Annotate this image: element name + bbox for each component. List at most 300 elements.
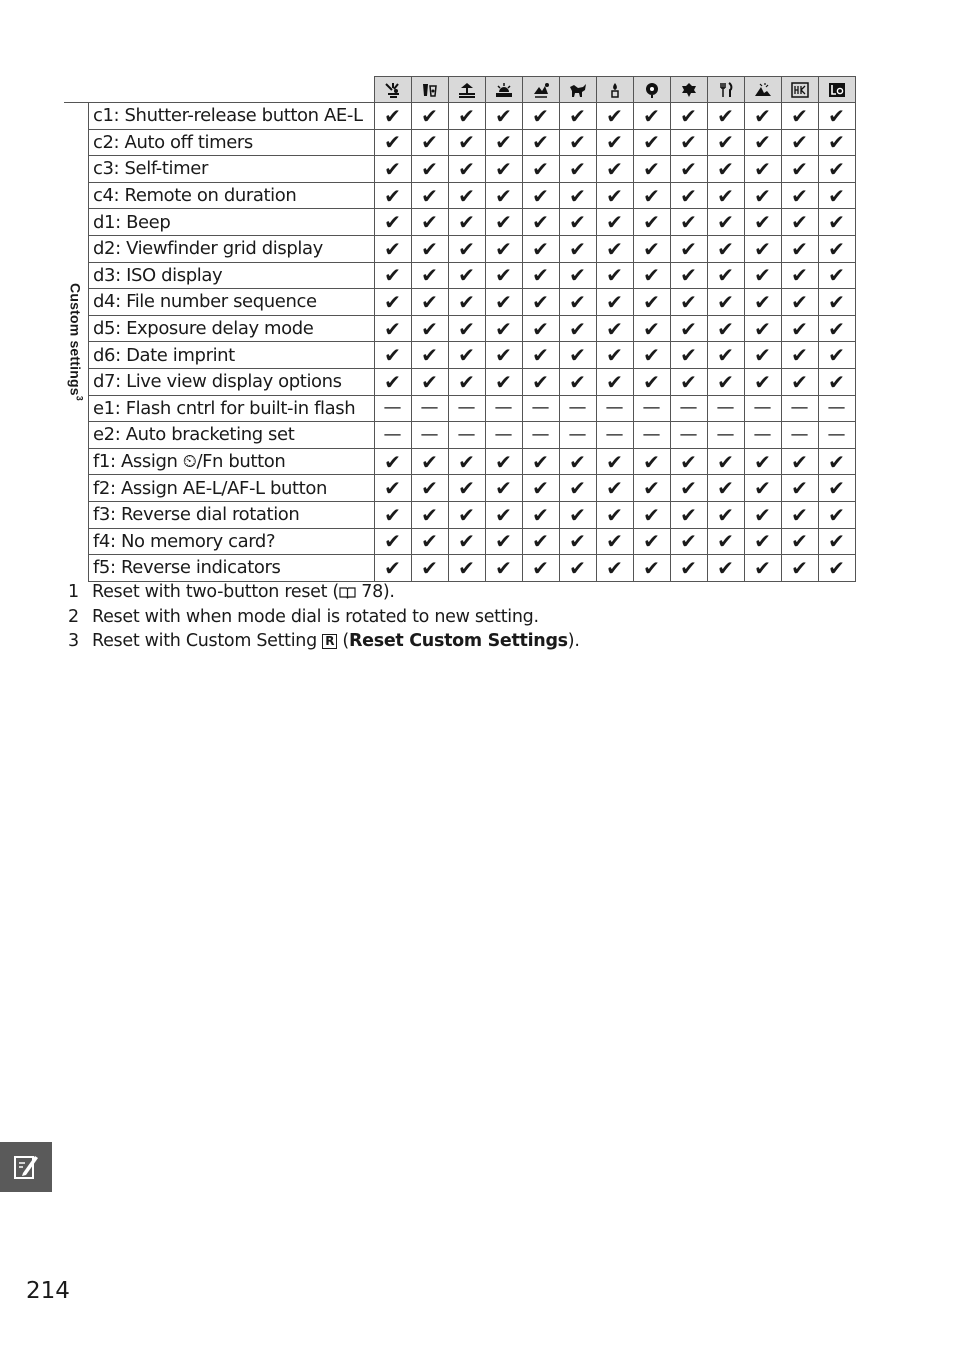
checkmark-icon: ✔ xyxy=(707,129,744,156)
checkmark-icon: ✔ xyxy=(485,475,522,502)
checkmark-icon: ✔ xyxy=(522,315,559,342)
checkmark-icon: ✔ xyxy=(818,475,855,502)
checkmark-icon: ✔ xyxy=(670,501,707,528)
checkmark-icon: ✔ xyxy=(485,528,522,555)
setting-label: f1: Assign ⏲/Fn button xyxy=(89,448,375,475)
checkmark-icon: ✔ xyxy=(596,475,633,502)
checkmark-icon: ✔ xyxy=(744,555,781,582)
checkmark-icon: ✔ xyxy=(670,182,707,209)
checkmark-icon: ✔ xyxy=(522,368,559,395)
checkmark-icon: ✔ xyxy=(411,156,448,183)
checkmark-icon: ✔ xyxy=(670,209,707,236)
table-body xyxy=(64,103,855,582)
header-high-key-icon xyxy=(781,77,818,103)
checkmark-icon: ✔ xyxy=(707,209,744,236)
checkmark-icon: ✔ xyxy=(485,262,522,289)
checkmark-icon: ✔ xyxy=(411,448,448,475)
checkmark-icon: ✔ xyxy=(522,262,559,289)
checkmark-icon: ✔ xyxy=(448,528,485,555)
checkmark-icon: ✔ xyxy=(818,528,855,555)
checkmark-icon: ✔ xyxy=(744,475,781,502)
header-spacer xyxy=(64,77,89,103)
checkmark-icon: ✔ xyxy=(485,368,522,395)
checkmark-icon: ✔ xyxy=(596,289,633,316)
checkmark-icon: ✔ xyxy=(559,528,596,555)
checkmark-icon: ✔ xyxy=(744,342,781,369)
checkmark-icon: ✔ xyxy=(781,555,818,582)
checkmark-icon: ✔ xyxy=(707,289,744,316)
not-applicable-dash: — xyxy=(633,395,670,422)
checkmark-icon: ✔ xyxy=(448,501,485,528)
checkmark-icon: ✔ xyxy=(411,209,448,236)
table-row xyxy=(64,395,855,422)
not-applicable-dash: — xyxy=(411,395,448,422)
checkmark-icon: ✔ xyxy=(485,129,522,156)
pet-portrait-icon xyxy=(560,82,596,98)
checkmark-icon: ✔ xyxy=(707,262,744,289)
footnote-text: Reset with when mode dial is rotated to new setting. xyxy=(92,606,539,627)
table-row xyxy=(64,368,855,395)
checkmark-icon: ✔ xyxy=(707,555,744,582)
checkmark-icon: ✔ xyxy=(818,235,855,262)
checkmark-icon: ✔ xyxy=(559,475,596,502)
checkmark-icon: ✔ xyxy=(596,501,633,528)
header-low-key-icon xyxy=(818,77,855,103)
checkmark-icon: ✔ xyxy=(522,235,559,262)
header-silhouette-icon xyxy=(744,77,781,103)
checkmark-icon: ✔ xyxy=(448,209,485,236)
checkmark-icon: ✔ xyxy=(411,289,448,316)
checkmark-icon: ✔ xyxy=(596,209,633,236)
checkmark-icon: ✔ xyxy=(374,448,411,475)
header-pet-portrait-icon xyxy=(559,77,596,103)
checkmark-icon: ✔ xyxy=(781,103,818,130)
beach-snow-icon xyxy=(449,82,485,98)
header-blossom-icon xyxy=(633,77,670,103)
checkmark-icon: ✔ xyxy=(744,315,781,342)
checkmark-icon: ✔ xyxy=(485,182,522,209)
checkmark-icon: ✔ xyxy=(374,501,411,528)
checkmark-icon: ✔ xyxy=(633,209,670,236)
custom-settings-group-cell xyxy=(64,103,89,582)
checkmark-icon: ✔ xyxy=(781,129,818,156)
checkmark-icon: ✔ xyxy=(559,235,596,262)
party-indoor-icon xyxy=(412,82,448,98)
checkmark-icon: ✔ xyxy=(744,103,781,130)
checkmark-icon: ✔ xyxy=(596,315,633,342)
setting-label: d1: Beep xyxy=(89,209,375,236)
not-applicable-dash: — xyxy=(818,422,855,449)
checkmark-icon: ✔ xyxy=(818,129,855,156)
checkmark-icon: ✔ xyxy=(559,289,596,316)
reset-menu-icon: R xyxy=(322,634,337,649)
setting-label: d7: Live view display options xyxy=(89,368,375,395)
section-tab xyxy=(0,1142,52,1192)
footnote-1 xyxy=(64,580,580,605)
checkmark-icon: ✔ xyxy=(744,528,781,555)
checkmark-icon: ✔ xyxy=(707,235,744,262)
table-row xyxy=(64,422,855,449)
checkmark-icon: ✔ xyxy=(559,182,596,209)
checkmark-icon: ✔ xyxy=(781,501,818,528)
checkmark-icon: ✔ xyxy=(633,368,670,395)
checkmark-icon: ✔ xyxy=(374,209,411,236)
header-dusk-dawn-icon xyxy=(522,77,559,103)
checkmark-icon: ✔ xyxy=(374,182,411,209)
setting-label: f5: Reverse indicators xyxy=(89,555,375,582)
checkmark-icon: ✔ xyxy=(448,182,485,209)
checkmark-icon: ✔ xyxy=(633,555,670,582)
checkmark-icon: ✔ xyxy=(374,555,411,582)
checkmark-icon: ✔ xyxy=(559,209,596,236)
checkmark-icon: ✔ xyxy=(522,475,559,502)
footnotes xyxy=(64,580,580,654)
checkmark-icon: ✔ xyxy=(818,555,855,582)
not-applicable-dash: — xyxy=(744,395,781,422)
header-food-icon xyxy=(707,77,744,103)
checkmark-icon: ✔ xyxy=(596,129,633,156)
table-row xyxy=(64,235,855,262)
not-applicable-dash: — xyxy=(522,395,559,422)
setting-label: f3: Reverse dial rotation xyxy=(89,501,375,528)
checkmark-icon: ✔ xyxy=(633,448,670,475)
table-row xyxy=(64,528,855,555)
header-autumn-colors-icon xyxy=(670,77,707,103)
checkmark-icon: ✔ xyxy=(448,129,485,156)
checkmark-icon: ✔ xyxy=(485,555,522,582)
checkmark-icon: ✔ xyxy=(744,448,781,475)
table-row xyxy=(64,342,855,369)
checkmark-icon: ✔ xyxy=(559,156,596,183)
checkmark-icon: ✔ xyxy=(781,448,818,475)
not-applicable-dash: — xyxy=(559,395,596,422)
low-key-icon xyxy=(819,82,855,98)
checkmark-icon: ✔ xyxy=(781,235,818,262)
footnote-text: Reset with two-button reset ( 78). xyxy=(92,582,395,602)
checkmark-icon: ✔ xyxy=(818,156,855,183)
checkmark-icon: ✔ xyxy=(707,103,744,130)
checkmark-icon: ✔ xyxy=(633,235,670,262)
checkmark-icon: ✔ xyxy=(744,129,781,156)
checkmark-icon: ✔ xyxy=(522,156,559,183)
checkmark-icon: ✔ xyxy=(744,262,781,289)
checkmark-icon: ✔ xyxy=(818,262,855,289)
checkmark-icon: ✔ xyxy=(633,156,670,183)
checkmark-icon: ✔ xyxy=(633,475,670,502)
checkmark-icon: ✔ xyxy=(781,209,818,236)
setting-label: d4: File number sequence xyxy=(89,289,375,316)
not-applicable-dash: — xyxy=(596,422,633,449)
checkmark-icon: ✔ xyxy=(633,342,670,369)
not-applicable-dash: — xyxy=(448,422,485,449)
checkmark-icon: ✔ xyxy=(670,368,707,395)
checkmark-icon: ✔ xyxy=(522,289,559,316)
checkmark-icon: ✔ xyxy=(781,368,818,395)
checkmark-icon: ✔ xyxy=(411,342,448,369)
checkmark-icon: ✔ xyxy=(781,289,818,316)
checkmark-icon: ✔ xyxy=(596,448,633,475)
checkmark-icon: ✔ xyxy=(374,129,411,156)
not-applicable-dash: — xyxy=(781,422,818,449)
checkmark-icon: ✔ xyxy=(448,156,485,183)
checkmark-icon: ✔ xyxy=(744,209,781,236)
checkmark-icon: ✔ xyxy=(670,289,707,316)
checkmark-icon: ✔ xyxy=(522,129,559,156)
checkmark-icon: ✔ xyxy=(448,448,485,475)
table-row xyxy=(64,182,855,209)
checkmark-icon: ✔ xyxy=(781,262,818,289)
checkmark-icon: ✔ xyxy=(670,129,707,156)
checkmark-icon: ✔ xyxy=(633,182,670,209)
checkmark-icon: ✔ xyxy=(522,528,559,555)
checkmark-icon: ✔ xyxy=(559,555,596,582)
table-row xyxy=(64,156,855,183)
checkmark-icon: ✔ xyxy=(485,342,522,369)
checkmark-icon: ✔ xyxy=(485,289,522,316)
header-sunset-icon xyxy=(485,77,522,103)
checkmark-icon: ✔ xyxy=(633,315,670,342)
checkmark-icon: ✔ xyxy=(707,501,744,528)
checkmark-icon: ✔ xyxy=(374,289,411,316)
not-applicable-dash: — xyxy=(781,395,818,422)
setting-label: c1: Shutter-release button AE-L xyxy=(89,103,375,130)
header-beach-snow-icon xyxy=(448,77,485,103)
checkmark-icon: ✔ xyxy=(707,368,744,395)
checkmark-icon: ✔ xyxy=(818,315,855,342)
checkmark-icon: ✔ xyxy=(596,342,633,369)
checkmark-icon: ✔ xyxy=(707,156,744,183)
checkmark-icon: ✔ xyxy=(596,368,633,395)
not-applicable-dash: — xyxy=(707,395,744,422)
checkmark-icon: ✔ xyxy=(522,103,559,130)
checkmark-icon: ✔ xyxy=(411,103,448,130)
checkmark-icon: ✔ xyxy=(374,156,411,183)
checkmark-icon: ✔ xyxy=(522,209,559,236)
checkmark-icon: ✔ xyxy=(411,528,448,555)
checkmark-icon: ✔ xyxy=(374,528,411,555)
checkmark-icon: ✔ xyxy=(411,182,448,209)
checkmark-icon: ✔ xyxy=(670,448,707,475)
checkmark-icon: ✔ xyxy=(670,235,707,262)
not-applicable-dash: — xyxy=(485,422,522,449)
checkmark-icon: ✔ xyxy=(485,235,522,262)
checkmark-icon: ✔ xyxy=(559,368,596,395)
checkmark-icon: ✔ xyxy=(596,182,633,209)
checkmark-icon: ✔ xyxy=(411,501,448,528)
checkmark-icon: ✔ xyxy=(707,528,744,555)
checkmark-icon: ✔ xyxy=(485,209,522,236)
table-row xyxy=(64,262,855,289)
footnote-number: 1 xyxy=(68,582,79,602)
table-row xyxy=(64,289,855,316)
checkmark-icon: ✔ xyxy=(707,475,744,502)
setting-label: f4: No memory card? xyxy=(89,528,375,555)
checkmark-icon: ✔ xyxy=(596,156,633,183)
not-applicable-dash: — xyxy=(596,395,633,422)
setting-label: c3: Self-timer xyxy=(89,156,375,183)
footnote-3 xyxy=(64,629,580,654)
checkmark-icon: ✔ xyxy=(818,209,855,236)
table-row xyxy=(64,448,855,475)
checkmark-icon: ✔ xyxy=(559,342,596,369)
night-landscape-icon xyxy=(375,82,411,98)
silhouette-icon xyxy=(745,82,781,98)
table-row xyxy=(64,555,855,582)
table-row xyxy=(64,103,855,130)
checkmark-icon: ✔ xyxy=(448,289,485,316)
checkmark-icon: ✔ xyxy=(485,315,522,342)
not-applicable-dash: — xyxy=(374,422,411,449)
setting-label: d2: Viewfinder grid display xyxy=(89,235,375,262)
food-icon xyxy=(708,82,744,98)
checkmark-icon: ✔ xyxy=(818,289,855,316)
checkmark-icon: ✔ xyxy=(818,342,855,369)
checkmark-icon: ✔ xyxy=(485,103,522,130)
checkmark-icon: ✔ xyxy=(633,262,670,289)
custom-settings-side-label: Custom settings$^3$ xyxy=(67,283,85,402)
footnote-number: 2 xyxy=(68,606,79,627)
sunset-icon xyxy=(486,82,522,98)
checkmark-icon: ✔ xyxy=(485,501,522,528)
checkmark-icon: ✔ xyxy=(744,501,781,528)
checkmark-icon: ✔ xyxy=(670,555,707,582)
checkmark-icon: ✔ xyxy=(707,342,744,369)
checkmark-icon: ✔ xyxy=(596,528,633,555)
not-applicable-dash: — xyxy=(559,422,596,449)
footnote-2 xyxy=(64,605,580,630)
not-applicable-dash: — xyxy=(670,395,707,422)
footnote-text: Reset with Custom Setting R (Reset Custom Settings). xyxy=(92,631,580,651)
checkmark-icon: ✔ xyxy=(670,103,707,130)
checkmark-icon: ✔ xyxy=(374,315,411,342)
checkmark-icon: ✔ xyxy=(744,182,781,209)
checkmark-icon: ✔ xyxy=(522,501,559,528)
checkmark-icon: ✔ xyxy=(633,289,670,316)
header-party-indoor-icon xyxy=(411,77,448,103)
dusk-dawn-icon xyxy=(523,82,559,98)
setting-label: e1: Flash cntrl for built-in flash xyxy=(89,395,375,422)
checkmark-icon: ✔ xyxy=(411,262,448,289)
settings-table-wrapper xyxy=(64,76,856,582)
checkmark-icon: ✔ xyxy=(633,528,670,555)
checkmark-icon: ✔ xyxy=(633,103,670,130)
not-applicable-dash: — xyxy=(633,422,670,449)
checkmark-icon: ✔ xyxy=(374,262,411,289)
checkmark-icon: ✔ xyxy=(744,289,781,316)
book-reference-icon xyxy=(339,586,356,599)
checkmark-icon: ✔ xyxy=(781,528,818,555)
checkmark-icon: ✔ xyxy=(707,315,744,342)
checkmark-icon: ✔ xyxy=(559,129,596,156)
checkmark-icon: ✔ xyxy=(522,342,559,369)
high-key-icon xyxy=(782,82,818,98)
checkmark-icon: ✔ xyxy=(707,182,744,209)
checkmark-icon: ✔ xyxy=(448,315,485,342)
checkmark-icon: ✔ xyxy=(485,448,522,475)
checkmark-icon: ✔ xyxy=(411,129,448,156)
checkmark-icon: ✔ xyxy=(781,342,818,369)
checkmark-icon: ✔ xyxy=(781,475,818,502)
checkmark-icon: ✔ xyxy=(559,103,596,130)
mode-icon-header-row xyxy=(64,77,855,103)
not-applicable-dash: — xyxy=(374,395,411,422)
checkmark-icon: ✔ xyxy=(374,103,411,130)
checkmark-icon: ✔ xyxy=(559,315,596,342)
autumn-colors-icon xyxy=(671,82,707,98)
checkmark-icon: ✔ xyxy=(522,555,559,582)
checkmark-icon: ✔ xyxy=(411,368,448,395)
checkmark-icon: ✔ xyxy=(818,448,855,475)
checkmark-icon: ✔ xyxy=(559,501,596,528)
checkmark-icon: ✔ xyxy=(522,448,559,475)
setting-label: e2: Auto bracketing set xyxy=(89,422,375,449)
not-applicable-dash: — xyxy=(448,395,485,422)
checkmark-icon: ✔ xyxy=(448,368,485,395)
scene-mode-settings-table xyxy=(64,76,856,582)
checkmark-icon: ✔ xyxy=(818,368,855,395)
checkmark-icon: ✔ xyxy=(374,342,411,369)
not-applicable-dash: — xyxy=(670,422,707,449)
checkmark-icon: ✔ xyxy=(448,555,485,582)
checkmark-icon: ✔ xyxy=(633,501,670,528)
checkmark-icon: ✔ xyxy=(781,315,818,342)
not-applicable-dash: — xyxy=(818,395,855,422)
setting-label: d3: ISO display xyxy=(89,262,375,289)
checkmark-icon: ✔ xyxy=(596,235,633,262)
checkmark-icon: ✔ xyxy=(374,475,411,502)
checkmark-icon: ✔ xyxy=(448,103,485,130)
checkmark-icon: ✔ xyxy=(707,448,744,475)
checkmark-icon: ✔ xyxy=(818,182,855,209)
table-row xyxy=(64,129,855,156)
checkmark-icon: ✔ xyxy=(596,555,633,582)
checkmark-icon: ✔ xyxy=(596,103,633,130)
checkmark-icon: ✔ xyxy=(670,315,707,342)
checkmark-icon: ✔ xyxy=(596,262,633,289)
checkmark-icon: ✔ xyxy=(411,235,448,262)
checkmark-icon: ✔ xyxy=(374,235,411,262)
not-applicable-dash: — xyxy=(411,422,448,449)
setting-label: f2: Assign AE-L/AF-L button xyxy=(89,475,375,502)
checkmark-icon: ✔ xyxy=(448,262,485,289)
checkmark-icon: ✔ xyxy=(670,528,707,555)
not-applicable-dash: — xyxy=(485,395,522,422)
table-row xyxy=(64,315,855,342)
checkmark-icon: ✔ xyxy=(781,156,818,183)
checkmark-icon: ✔ xyxy=(411,475,448,502)
pencil-note-icon xyxy=(13,1153,39,1181)
checkmark-icon: ✔ xyxy=(670,342,707,369)
blossom-icon xyxy=(634,82,670,98)
header-spacer-label xyxy=(89,77,375,103)
checkmark-icon: ✔ xyxy=(522,182,559,209)
checkmark-icon: ✔ xyxy=(411,315,448,342)
checkmark-icon: ✔ xyxy=(633,129,670,156)
setting-label: d6: Date imprint xyxy=(89,342,375,369)
checkmark-icon: ✔ xyxy=(670,156,707,183)
checkmark-icon: ✔ xyxy=(670,262,707,289)
checkmark-icon: ✔ xyxy=(559,262,596,289)
not-applicable-dash: — xyxy=(707,422,744,449)
checkmark-icon: ✔ xyxy=(448,235,485,262)
not-applicable-dash: — xyxy=(744,422,781,449)
checkmark-icon: ✔ xyxy=(818,501,855,528)
not-applicable-dash: — xyxy=(522,422,559,449)
table-row xyxy=(64,475,855,502)
setting-label: d5: Exposure delay mode xyxy=(89,315,375,342)
table-row xyxy=(64,501,855,528)
checkmark-icon: ✔ xyxy=(448,342,485,369)
